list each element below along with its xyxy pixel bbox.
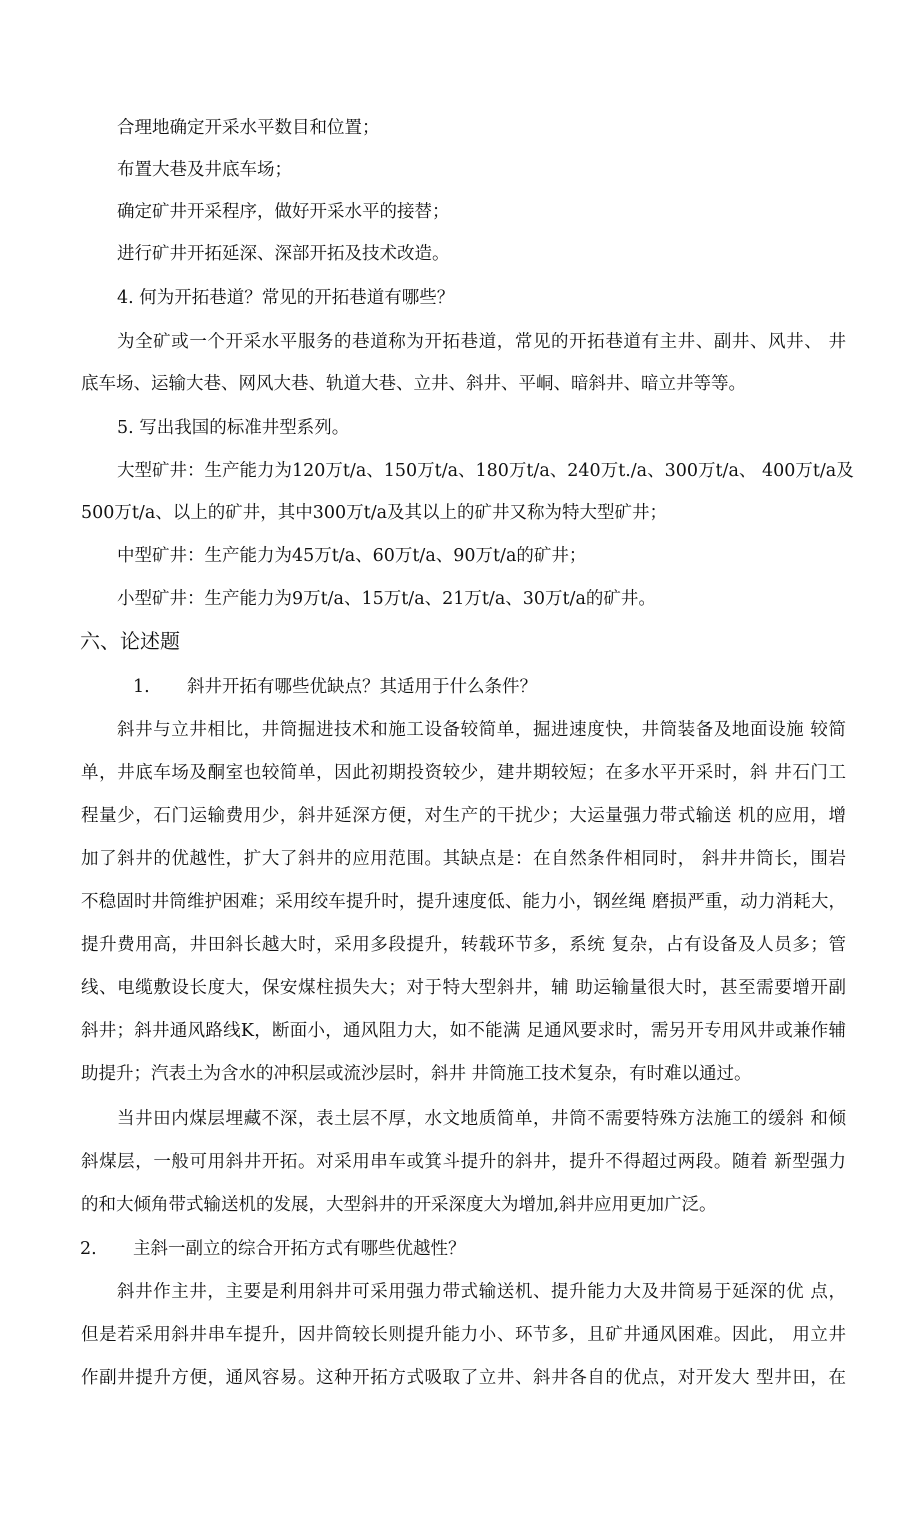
text-line: 500万t/a、以上的矿井，其中300万t/a及其以上的矿井又称为特大型矿井； [81,503,668,523]
text-line: 单，井底车场及酮室也较简单，因此初期投资较少，建井期较短；在多水平开采时，斜 井石门工 [81,763,846,783]
text-line: 不稳固时井筒维护困难；采用绞车提升时，提升速度低、能力小，钢丝绳 磨损严重，动力消耗大， [81,892,846,912]
text-line: 程量少，石门运输费用少，斜井延深方便，对生产的干扰少；大运量强力带式输送 机的应用，增 [81,806,846,826]
question-text: 主斜一副立的综合开拓方式有哪些优越性？ [133,1239,466,1259]
text-line: 助提升；汽表土为含水的冲积层或流沙层时，斜井 井筒施工技术复杂，有时难以通过。 [81,1064,752,1084]
text-line: 进行矿井开拓延深、深部开拓及技术改造。 [117,244,450,264]
text-line: 为全矿或一个开采水平服务的巷道称为开拓巷道，常见的开拓巷道有主井、副井、风井、 井 [117,332,846,352]
section-heading: 六、论述题 [80,629,180,653]
question-5: 5. 写出我国的标准井型系列。 [117,418,350,438]
text-line: 加了斜井的优越性，扩大了斜井的应用范围。其缺点是：在自然条件相同时， 斜井井筒长，围岩 [81,849,846,869]
text-line: 但是若采用斜井串车提升，因井筒较长则提升能力小、环节多，且矿井通风困难。因此， 用立井 [81,1325,846,1345]
text-line: 提升费用高，井田斜长越大时，采用多段提升，转载环节多，系统 复杂，占有设备及人员多；管 [81,935,846,955]
text-line: 中型矿井：生产能力为45万t/a、60万t/a、90万t/a的矿井； [117,546,587,566]
question-4: 4. 何为开拓巷道？常见的开拓巷道有哪些？ [117,288,455,308]
text-line: 斜井作主井，主要是利用斜井可采用强力带式输送机、提升能力大及井筒易于延深的优 点， [117,1282,846,1302]
question-number: 1. [133,677,150,697]
text-line: 斜井；斜井通风路线K，断面小，通风阻力大，如不能满 足通风要求时，需另开专用风井或兼作辅 [81,1021,846,1041]
question-2 [0,1236,920,1262]
text-line: 作副井提升方便，通风容易。这种开拓方式吸取了立井、斜井各自的优点，对开发大 型井田，在 [81,1368,846,1388]
text-line: 的和大倾角带式输送机的发展，大型斜井的开采深度大为增加,斜井应用更加广泛。 [81,1195,717,1215]
text-line: 合理地确定开采水平数目和位置； [117,118,380,138]
text-line: 确定矿井开采程序，做好开采水平的接替； [117,202,450,222]
question-number: 2. [80,1239,97,1259]
text-line: 底车场、运输大巷、网风大巷、轨道大巷、立井、斜井、平峒、暗斜井、暗立井等等。 [81,374,746,394]
text-line: 斜井与立井相比，井筒掘进技术和施工设备较简单，掘进速度快，井筒装备及地面设施 较简 [117,720,846,740]
text-line: 线、电缆敷设长度大，保安煤柱损失大；对于特大型斜井，辅 助运输量很大时，甚至需要增开副 [81,978,846,998]
text-line: 斜煤层，一般可用斜井开拓。对采用串车或箕斗提升的斜井，提升不得超过两段。随着 新型强力 [81,1152,846,1172]
question-1 [0,674,920,700]
text-line: 小型矿井：生产能力为9万t/a、15万t/a、21万t/a、30万t/a的矿井。 [117,589,656,609]
question-text: 斜井开拓有哪些优缺点？其适用于什么条件？ [187,677,537,697]
text-line: 大型矿井：生产能力为120万t/a、150万t/a、180万t/a、240万t./a、300万t/a、 400万t/a及 [117,461,854,481]
text-line: 当井田内煤层埋藏不深，表土层不厚，水文地质简单，井筒不需要特殊方法施工的缓斜 和倾 [117,1109,846,1129]
text-line: 布置大巷及井底车场； [117,160,292,180]
